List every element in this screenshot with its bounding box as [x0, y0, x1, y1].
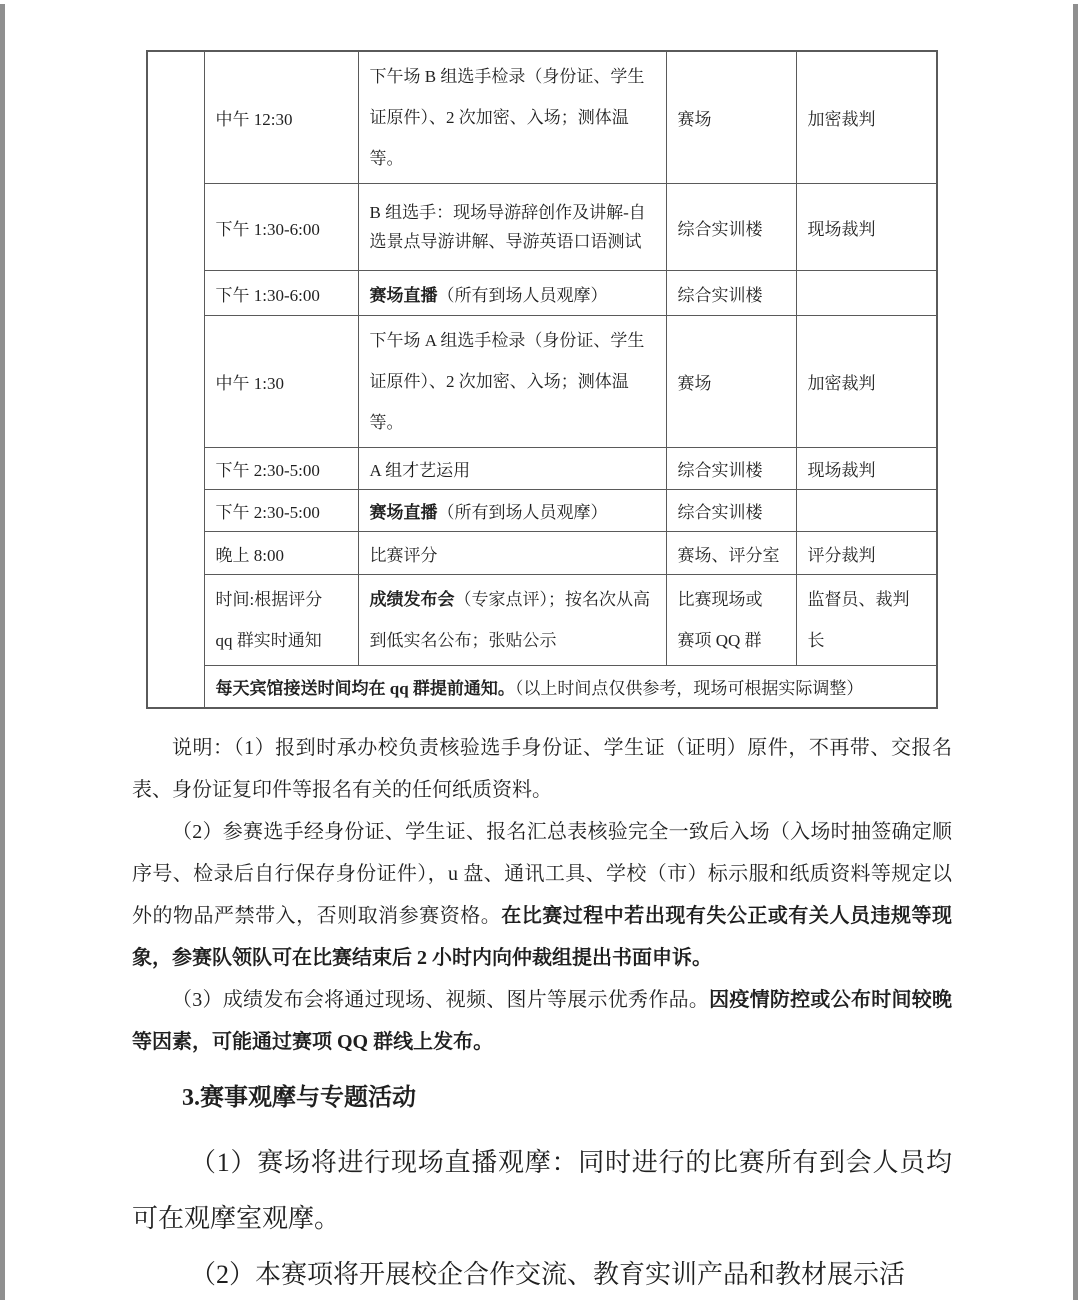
- judge-cell: [796, 271, 937, 316]
- note-2-text: （2）参赛选手经身份证、学生证、报名汇总表核验完全一致后入场（入场时抽签确定顺序号、检录后自行保存身份证件），u 盘、通讯工具、学校（市）标示服和纸质资料等规定以外的物品严禁带入，否则取消参赛资格。: [132, 820, 952, 927]
- location-cell: 赛场: [666, 316, 796, 448]
- location-cell: 综合实训楼: [666, 490, 796, 532]
- notes-block: [132, 727, 952, 1063]
- left-edge-bar: [0, 4, 5, 1300]
- footer-bold-text: 每天宾馆接送时间均在 qq 群提前通知。: [215, 678, 515, 698]
- judge-cell: 现场裁判: [796, 448, 937, 490]
- location-cell: 赛场、评分室: [666, 532, 796, 575]
- location-cell: 综合实训楼: [666, 271, 796, 316]
- location-cell: 赛场: [666, 51, 796, 184]
- location-cell: 比赛现场或 赛项 QQ 群: [666, 575, 796, 666]
- activity-bold-text: 成绩发布会: [369, 590, 455, 609]
- table-row: [147, 575, 937, 666]
- activity-cell: [358, 575, 666, 666]
- activity-rest-text: （所有到场人员观摩）: [437, 285, 608, 305]
- section-heading: 3.赛事观摩与专题活动: [182, 1084, 416, 1111]
- note-3-text: （3）成绩发布会将通过现场、视频、图片等展示优秀作品。: [172, 988, 710, 1011]
- judge-cell: 评分裁判: [796, 532, 937, 575]
- section-paragraph-2: （2）本赛项将开展校企合作交流、教育实训产品和教材展示活: [190, 1259, 906, 1289]
- judge-cell: 监督员、裁判长: [796, 575, 937, 666]
- note-paragraph-2: [132, 811, 952, 979]
- judge-cell: [796, 490, 937, 532]
- note-1-text: 说明：（1）报到时承办校负责核验选手身份证、学生证（证明）原件，不再带、交报名表、身份证复印件等报名有关的任何纸质资料。: [132, 736, 952, 801]
- location-cell: 综合实训楼: [666, 448, 796, 490]
- time-cell: 中午 12:30: [204, 51, 358, 184]
- right-edge-bar: [1073, 4, 1078, 1300]
- time-cell: 下午 2:30-5:00: [204, 490, 358, 532]
- table-footer-row: [147, 666, 937, 708]
- table-row: [147, 316, 937, 448]
- location-cell: 综合实训楼: [666, 184, 796, 271]
- footer-rest-text: （以上时间点仅供参考，现场可根据实际调整）: [514, 678, 864, 698]
- section-paragraph-1: （1）赛场将进行现场直播观摩：同时进行的比赛所有到会人员均可在观摩室观摩。: [132, 1147, 952, 1233]
- activity-rest-text: （专家点评）；按名次从高到低实名公布；张贴公示: [369, 590, 650, 650]
- note-paragraph-3: [132, 979, 952, 1063]
- time-cell: 中午 1:30: [204, 316, 358, 448]
- time-cell: 晚上 8:00: [204, 532, 358, 575]
- judge-cell: 加密裁判: [796, 316, 937, 448]
- empty-left-cell: [147, 51, 204, 708]
- activity-cell: [358, 490, 666, 532]
- activity-rest-text: （所有到场人员观摩）: [437, 503, 608, 522]
- activity-cell: 比赛评分: [358, 532, 666, 575]
- table-row: [147, 51, 937, 184]
- table-row: [147, 490, 937, 532]
- table-row: [147, 532, 937, 575]
- table-row: [147, 448, 937, 490]
- time-cell: 下午 2:30-5:00: [204, 448, 358, 490]
- table-row: [147, 184, 937, 271]
- schedule-table: [146, 50, 938, 709]
- time-cell: 下午 1:30-6:00: [204, 271, 358, 316]
- activity-cell: 下午场 B 组选手检录（身份证、学生证原件）、2 次加密、入场；测体温等。: [358, 51, 666, 184]
- footer-note-cell: [204, 666, 937, 708]
- judge-cell: 现场裁判: [796, 184, 937, 271]
- note-2-bold-text: 在比赛过程中若出现有失公正或有关人员违规等现象，参赛队领队可在比赛结束后 2 小时内向仲裁组提出书面申诉。: [132, 904, 953, 969]
- note-paragraph-1: [132, 727, 952, 811]
- table-row: [147, 271, 937, 316]
- judge-cell: 加密裁判: [796, 51, 937, 184]
- time-cell: 时间:根据评分 qq 群实时通知: [204, 575, 358, 666]
- note-3-bold-text: 因疫情防控或公布时间较晚等因素，可能通过赛项 QQ 群线上发布。: [132, 988, 953, 1053]
- activity-cell: [358, 271, 666, 316]
- activity-bold-text: 赛场直播: [369, 503, 438, 522]
- activity-cell: B 组选手：现场导游辞创作及讲解-自选景点导游讲解、导游英语口语测试: [358, 184, 666, 271]
- activity-cell: 下午场 A 组选手检录（身份证、学生证原件）、2 次加密、入场；测体温等。: [358, 316, 666, 448]
- document-content: [132, 50, 952, 1300]
- activity-bold-text: 赛场直播: [369, 285, 438, 305]
- time-cell: 下午 1:30-6:00: [204, 184, 358, 271]
- observation-section: [132, 1077, 952, 1300]
- activity-cell: A 组才艺运用: [358, 448, 666, 490]
